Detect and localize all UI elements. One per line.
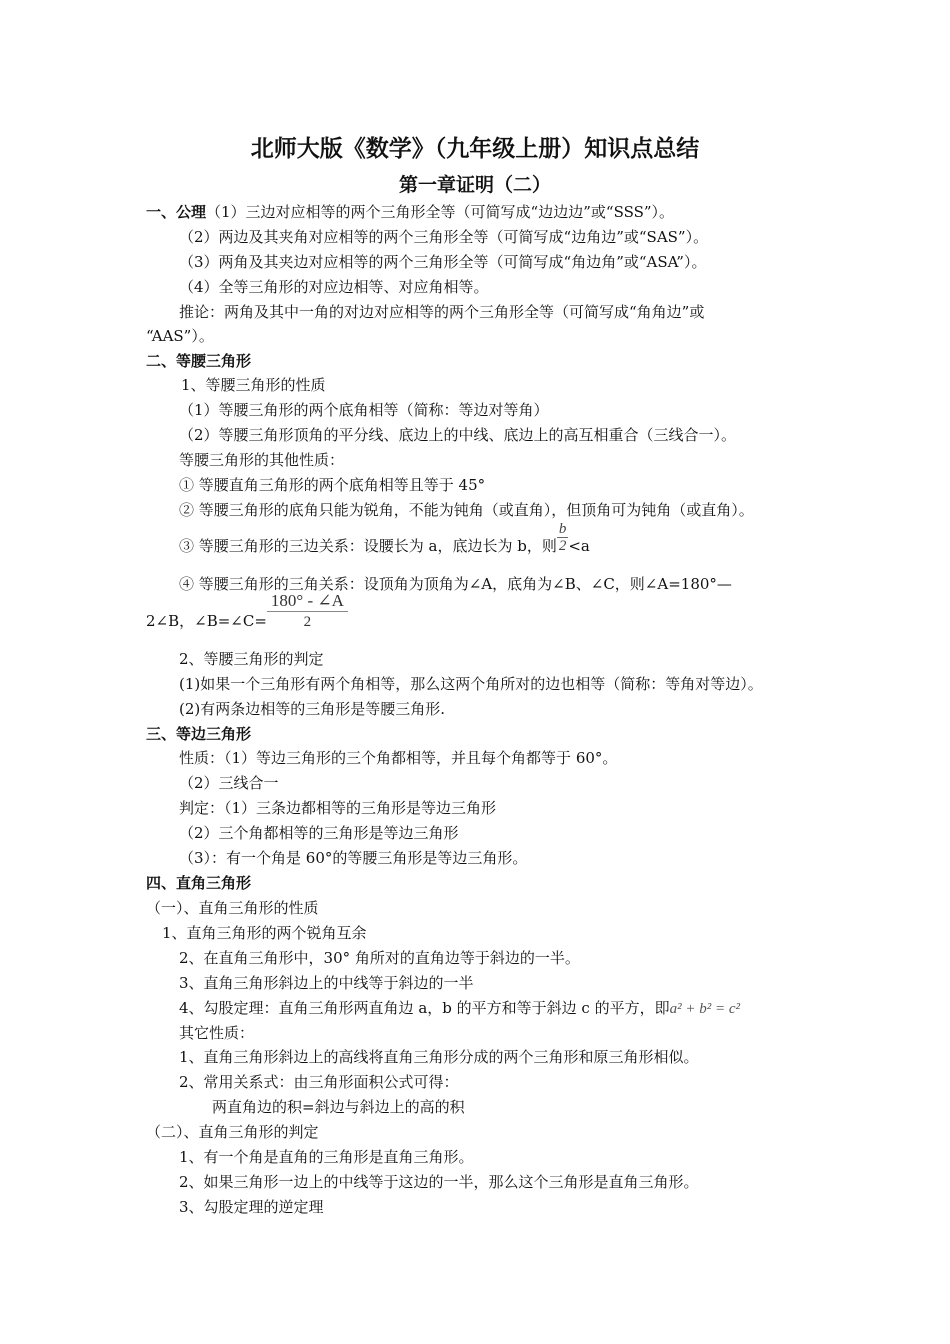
fraction-denominator: 2 bbox=[558, 537, 567, 554]
fraction-denominator: 2 bbox=[267, 611, 348, 632]
text-line: 两直角边的积=斜边与斜边上的高的积 bbox=[212, 1098, 465, 1116]
text-line: 2、在直角三角形中，30° 角所对的直角边等于斜边的一半。 bbox=[179, 949, 580, 967]
section-heading: 三、等边三角形 bbox=[146, 725, 252, 743]
section-heading: 四、直角三角形 bbox=[146, 874, 252, 892]
text-line: 2、如果三角形一边上的中线等于这边的一半，那么这个三角形是直角三角形。 bbox=[179, 1173, 699, 1191]
text-line: 1、等腰三角形的性质 bbox=[181, 376, 326, 394]
text-line: （二）、直角三角形的判定 bbox=[146, 1123, 319, 1141]
fraction-180-minus-a-over-2 bbox=[267, 591, 348, 632]
axiom-congruent: （4）全等三角形的对应边相等、对应角相等。 bbox=[179, 278, 489, 296]
text-line: （2）三个角都相等的三角形是等边三角形 bbox=[179, 824, 459, 842]
text-line: 2、常用关系式：由三角形面积公式可得： bbox=[179, 1073, 459, 1091]
chapter-title: 第一章证明（二） bbox=[398, 174, 551, 196]
text-line: 2、等腰三角形的判定 bbox=[179, 650, 324, 668]
fraction-numerator: b bbox=[558, 520, 567, 537]
text-line: （1）等腰三角形的两个底角相等（简称：等边对等角） bbox=[179, 401, 549, 419]
axiom-sas: （2）两边及其夹角对应相等的两个三角形全等（可简写成“边角边”或“SAS”）。 bbox=[179, 228, 709, 246]
text-run: 4、勾股定理：直角三角形两直角边 a，b 的平方和等于斜边 c 的平方，即 bbox=[179, 999, 670, 1017]
text-line: 3、直角三角形斜边上的中线等于斜边的一半 bbox=[179, 974, 474, 992]
fraction-numerator: 180° - ∠A bbox=[270, 590, 344, 610]
axiom-sss: （1）三边对应相等的两个三角形全等（可简写成“边边边”或“SSS”）。 bbox=[206, 203, 675, 221]
text-line: 等腰三角形的其他性质： bbox=[179, 451, 345, 469]
text-run: 2∠B，∠B=∠C= bbox=[146, 612, 267, 630]
text-line: 1、直角三角形的两个锐角互余 bbox=[162, 924, 367, 942]
text-line: 3、勾股定理的逆定理 bbox=[179, 1198, 324, 1216]
fraction-b-over-2 bbox=[557, 521, 569, 554]
text-line: 其它性质： bbox=[179, 1024, 255, 1042]
text-line: 判定：（1）三条边都相等的三角形是等边三角形 bbox=[179, 799, 497, 817]
side-relation-line bbox=[179, 520, 590, 557]
section-heading: 二、等腰三角形 bbox=[146, 352, 252, 370]
axiom-asa: （3）两角及其夹边对应相等的两个三角形全等（可简写成“角边角”或“ASA”）。 bbox=[179, 253, 707, 271]
pythagorean-formula: a² + b² = c² bbox=[669, 1001, 740, 1017]
text-run: <a bbox=[568, 537, 590, 555]
text-line: （2）三线合一 bbox=[179, 774, 279, 792]
text-line: ④ 等腰三角形的三角关系：设顶角为顶角为∠A，底角为∠B、∠C，则∠A=180°— bbox=[179, 575, 732, 593]
document-title: 北师大版《数学》（九年级上册）知识点总结 bbox=[250, 136, 700, 162]
text-line: ① 等腰直角三角形的两个底角相等且等于 45° bbox=[179, 476, 486, 494]
text-line: (2)有两条边相等的三角形是等腰三角形. bbox=[179, 700, 446, 718]
text-line: 1、直角三角形斜边上的高线将直角三角形分成的两个三角形和原三角形相似。 bbox=[179, 1048, 699, 1066]
text-line: (1)如果一个三角形有两个角相等，那么这两个角所对的边也相等（简称：等角对等边）。 bbox=[179, 675, 763, 693]
text-line: （2）等腰三角形顶角的平分线、底边上的中线、底边上的高互相重合（三线合一）。 bbox=[179, 426, 737, 444]
text-line: （一）、直角三角形的性质 bbox=[146, 899, 319, 917]
text-line: （3）：有一个角是 60°的等腰三角形是等边三角形。 bbox=[179, 849, 528, 867]
text-line: ② 等腰三角形的底角只能为锐角，不能为钝角（或直角），但顶角可为钝角（或直角）。 bbox=[179, 501, 754, 519]
text-line: 性质：（1）等边三角形的三个角都相等，并且每个角都等于 60°。 bbox=[179, 749, 618, 767]
text-run: ③ 等腰三角形的三边关系：设腰长为 a，底边长为 b，则 bbox=[179, 537, 557, 555]
corollary-aas: 推论：两角及其中一角的对边对应相等的两个三角形全等（可简写成“角角边”或 bbox=[179, 303, 705, 321]
section-heading: 一、公理 bbox=[146, 203, 207, 221]
section-axioms bbox=[146, 201, 674, 223]
corollary-aas-cont: “AAS”）。 bbox=[146, 327, 214, 345]
pythagorean-line bbox=[179, 997, 740, 1019]
text-line: 1、有一个角是直角的三角形是直角三角形。 bbox=[179, 1148, 474, 1166]
